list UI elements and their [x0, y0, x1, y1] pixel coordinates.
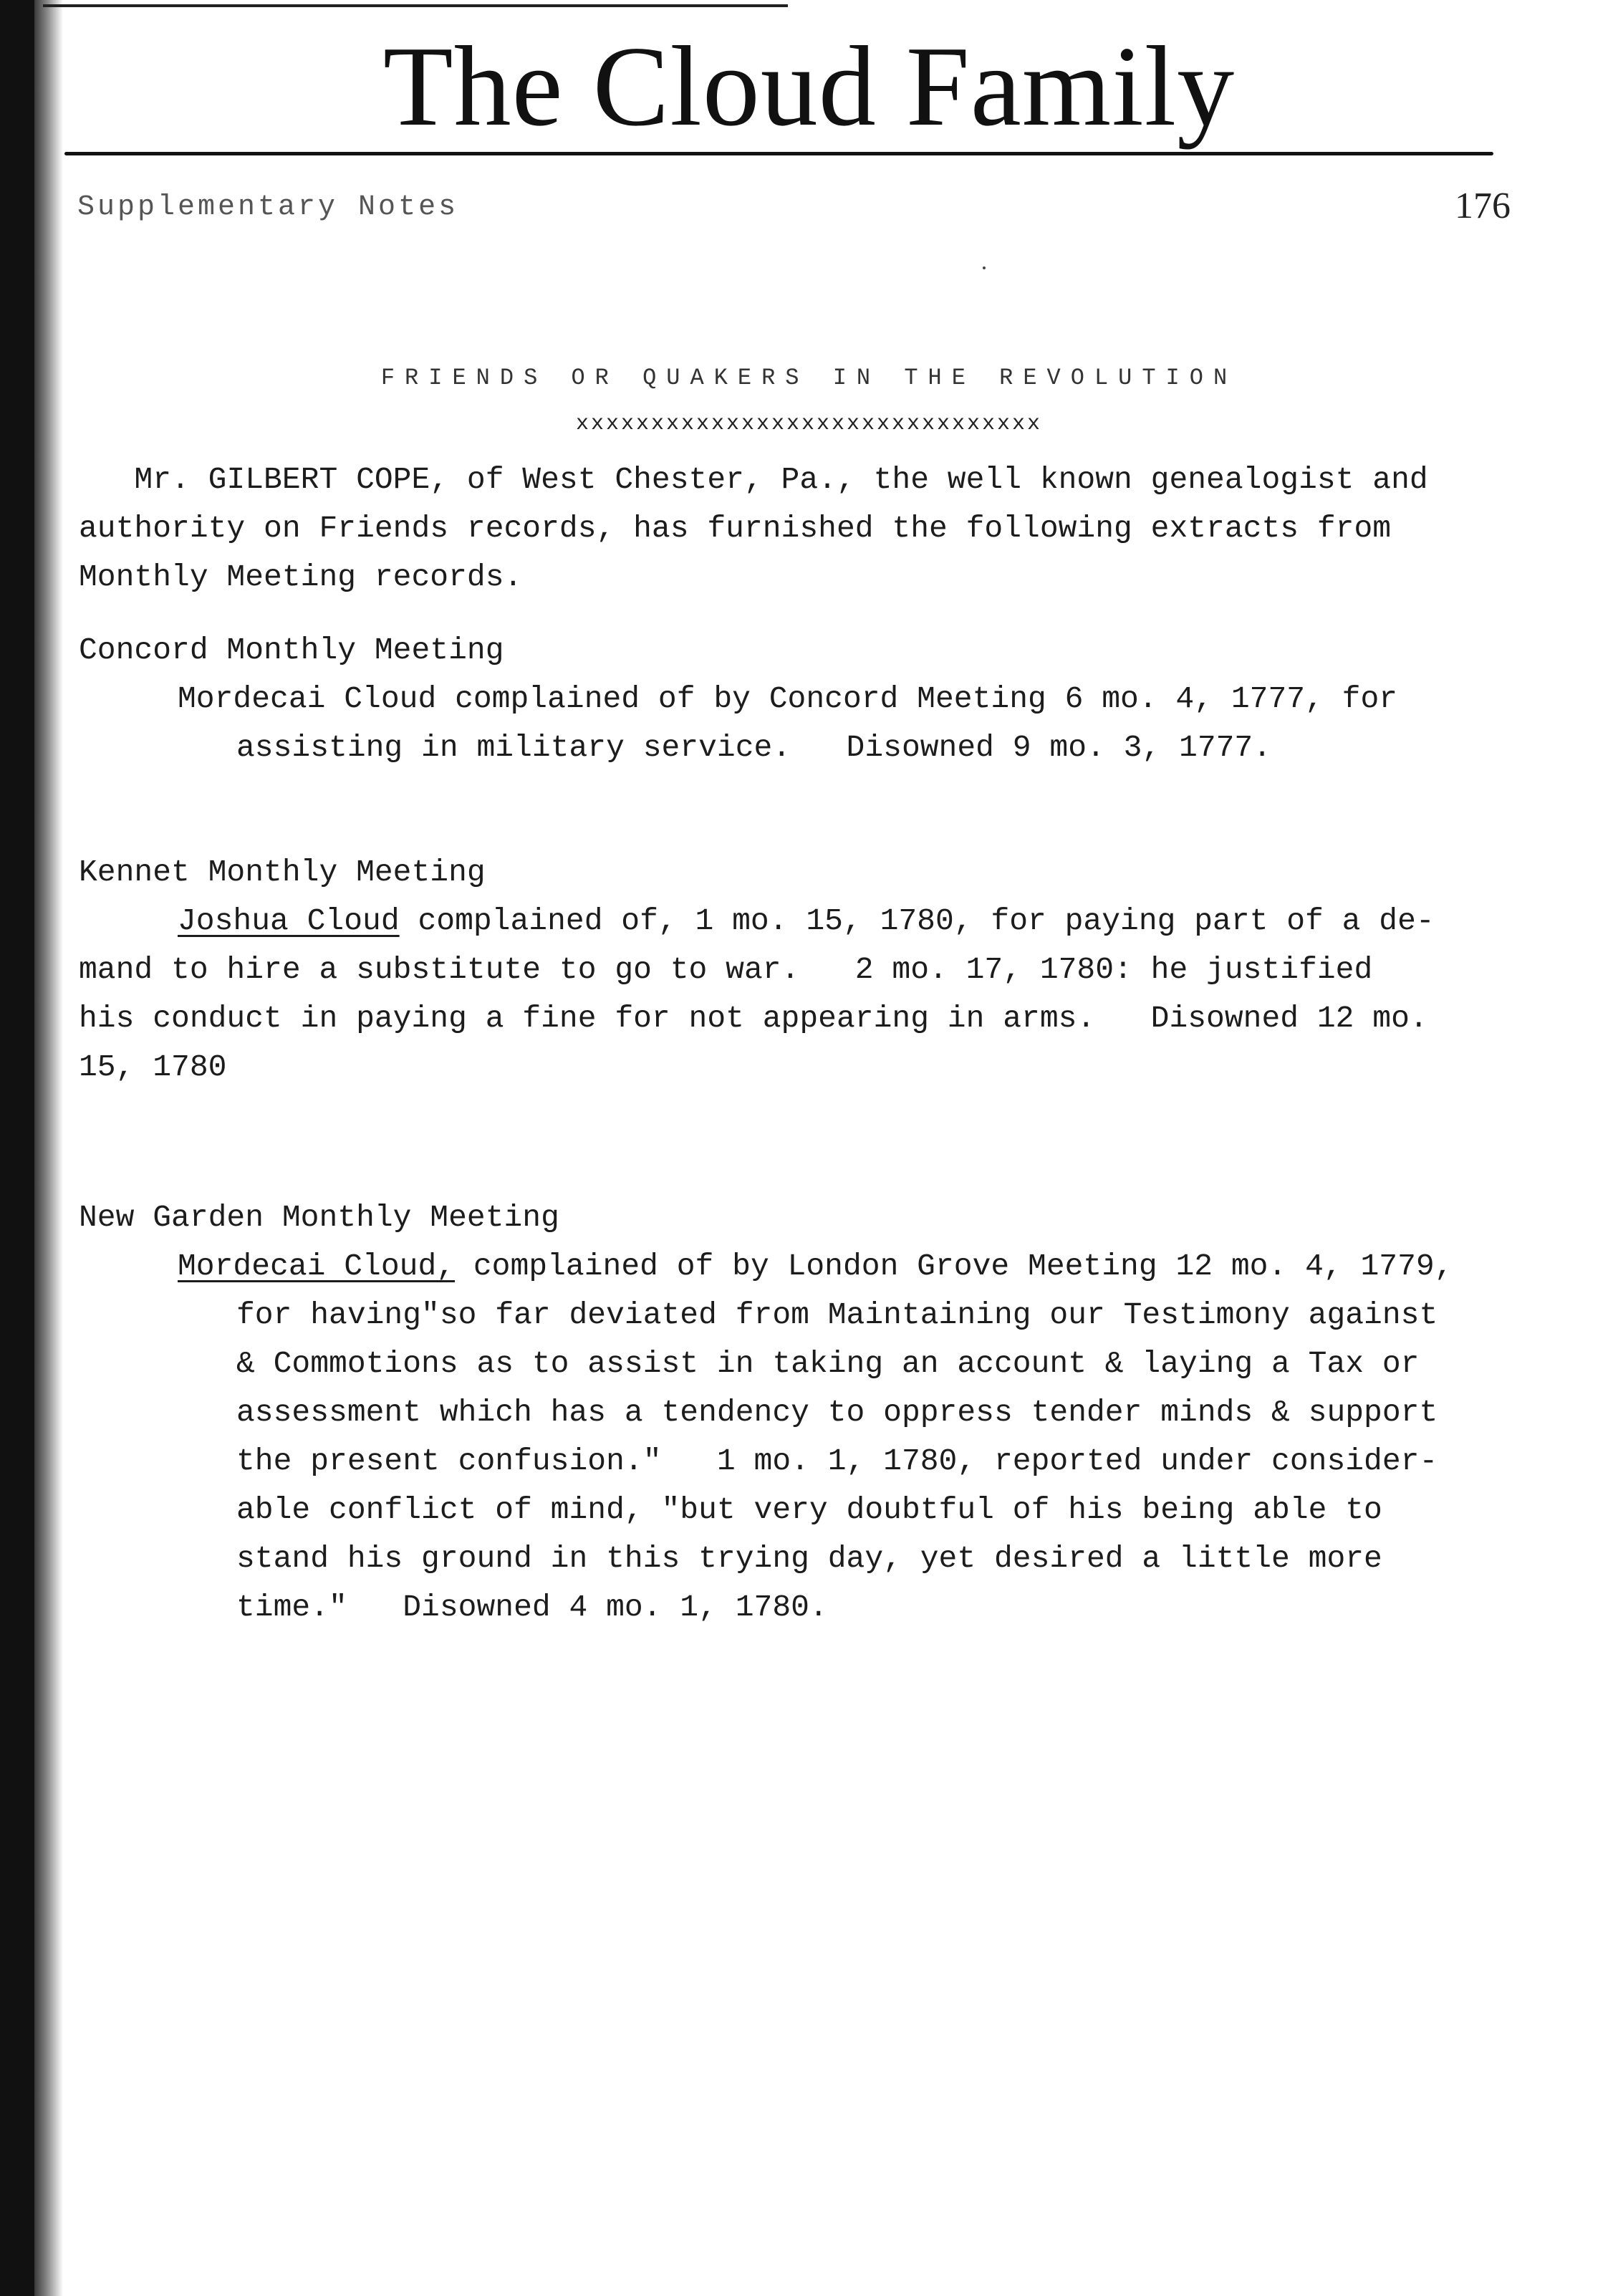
intro-line-1: Mr. GILBERT COPE, of West Chester, Pa., the well known genealogist and — [79, 462, 1428, 497]
kennet-line-3: his conduct in paying a fine for not appearing in arms. Disowned 12 mo. — [79, 1001, 1428, 1036]
running-head: Supplementary Notes — [77, 191, 459, 224]
new-garden-line-7: stand his ground in this trying day, yet desired a little more — [236, 1541, 1382, 1576]
new-garden-name: Mordecai Cloud, — [178, 1249, 456, 1284]
concord-line-2: assisting in military service. Disowned 9 mo. 3, 1777. — [236, 730, 1272, 765]
kennet-line-1-rest: complained of, 1 mo. 15, 1780, for paying part of a de- — [399, 903, 1435, 938]
new-garden-heading: New Garden Monthly Meeting — [79, 1200, 559, 1235]
scan-speck — [983, 266, 986, 269]
intro-line-2: authority on Friends records, has furnished the following extracts from — [79, 511, 1392, 546]
section-heading: FRIENDS OR QUAKERS IN THE REVOLUTION — [380, 365, 1238, 391]
top-rule — [43, 4, 788, 7]
new-garden-line-3: & Commotions as to assist in taking an account & laying a Tax or — [236, 1346, 1420, 1381]
kennet-line-4: 15, 1780 — [79, 1049, 227, 1085]
intro-line-3: Monthly Meeting records. — [79, 559, 523, 595]
new-garden-line-5: the present confusion." 1 mo. 1, 1780, reported under consider- — [236, 1444, 1438, 1479]
concord-heading: Concord Monthly Meeting — [79, 633, 504, 668]
page-number: 176 — [1455, 186, 1511, 226]
new-garden-line-8: time." Disowned 4 mo. 1, 1780. — [236, 1590, 828, 1625]
header-rule — [64, 152, 1493, 155]
new-garden-line-6: able conflict of mind, "but very doubtful of his being able to — [236, 1492, 1382, 1527]
new-garden-line-1 — [178, 1242, 1453, 1291]
concord-line-1: Mordecai Cloud complained of by Concord Meeting 6 mo. 4, 1777, for — [178, 681, 1398, 716]
kennet-line-1 — [178, 897, 1435, 946]
page-title: The Cloud Family — [382, 22, 1236, 150]
heading-x-rule: xxxxxxxxxxxxxxxxxxxxxxxxxxxxxxx — [575, 412, 1043, 436]
kennet-line-2: mand to hire a substitute to go to war. 2 mo. 17, 1780: he justified — [79, 952, 1373, 987]
new-garden-line-4: assessment which has a tendency to oppress tender minds & support — [236, 1395, 1438, 1430]
kennet-heading: Kennet Monthly Meeting — [79, 855, 486, 890]
new-garden-line-1-rest: complained of by London Grove Meeting 12 mo. 4, 1779, — [455, 1249, 1453, 1284]
binding-shadow — [34, 0, 63, 2296]
new-garden-line-2: for having"so far deviated from Maintaining our Testimony against — [236, 1297, 1438, 1332]
kennet-name: Joshua Cloud — [178, 903, 400, 938]
